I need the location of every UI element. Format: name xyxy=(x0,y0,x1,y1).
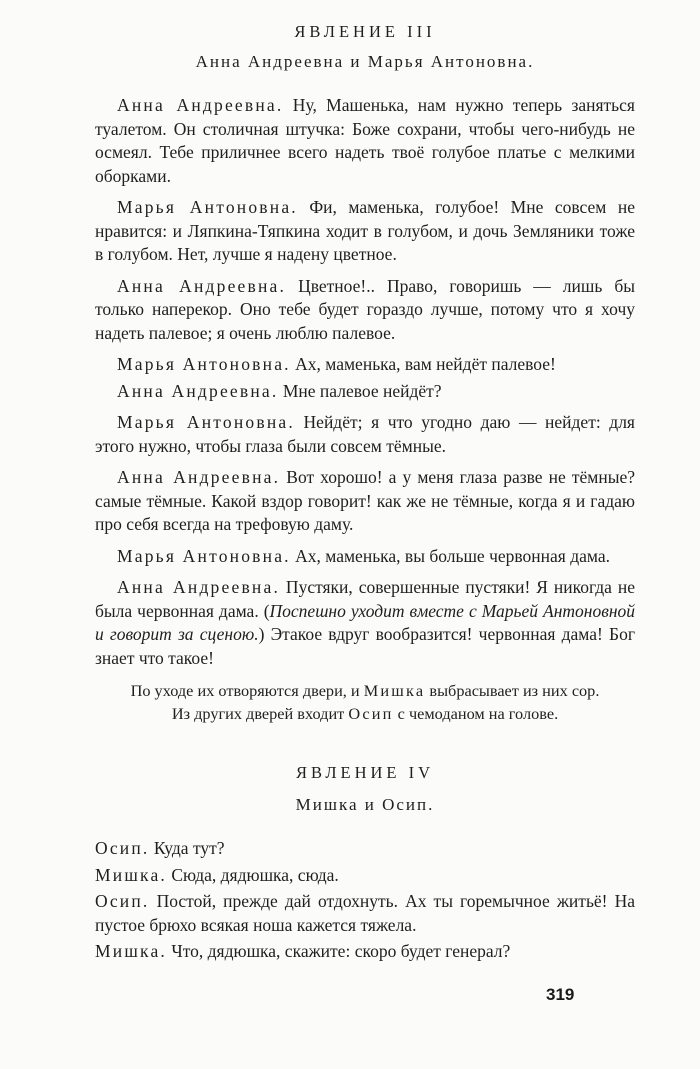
dialogue-line xyxy=(95,380,635,404)
character-name: Осип xyxy=(348,703,394,723)
stage-direction xyxy=(95,680,635,725)
dialogue-line xyxy=(95,196,635,267)
speaker-name: Осип. xyxy=(95,891,150,911)
speaker-name: Анна Андреевна. xyxy=(117,577,281,597)
dialogue-line xyxy=(95,353,635,377)
character-name: Мишка xyxy=(363,681,426,700)
line-text: Мне палевое нейдёт? xyxy=(278,380,442,401)
line-text: Ну, Машенька, нам нужно теперь заняться туалетом. Он столичная штучка: Боже сохрани, чтобы чего-нибудь не осмеял. Тебе приличнее всего надеть твоё голубое платье с мелкими оборками. xyxy=(95,95,635,186)
line-text: Ах, маменька, вам нейдёт палевое! xyxy=(290,354,556,374)
dialogue-line xyxy=(95,940,635,964)
speaker-name: Анна Андреевна. xyxy=(117,380,279,401)
line-text: Пустяки, совершенные пустяки! Я никогда не была червонная дама. ( xyxy=(95,577,635,621)
scene-3-personae: Анна Андреевна и Марья Антоновна. xyxy=(195,52,535,71)
line-text: Куда тут? xyxy=(149,838,225,858)
dialogue-line xyxy=(95,94,635,188)
stage-remark: Поспешно уходит вместе с Марьей Антоновной и говорит за сценою. xyxy=(95,600,635,644)
dialogue-line xyxy=(95,576,635,670)
speaker-name: Марья Антоновна. xyxy=(117,354,291,374)
scene-4-personae: Мишка и Осип. xyxy=(295,795,435,814)
speaker-name: Мишка. xyxy=(95,864,167,885)
line-text: ) Этакое вдруг вообразится! червонная дама! Бог знает что такое! xyxy=(95,624,635,668)
scene-3-heading: ЯВЛЕНИЕ III xyxy=(294,22,436,41)
speaker-name: Анна Андреевна. xyxy=(117,275,287,296)
speaker-name: Марья Антоновна. xyxy=(117,412,295,432)
speaker-name: Марья Антоновна. xyxy=(117,197,298,217)
scene-4-heading: ЯВЛЕНИЕ IV xyxy=(295,763,435,782)
line-text: Нейдёт; я что угодно даю — нейдет: для этого нужно, чтобы глаза были совсем тёмные. xyxy=(95,412,635,456)
stage-text: выбрасывает из них сор. xyxy=(425,681,600,700)
dialogue-line xyxy=(95,411,635,458)
line-text: Сюда, дядюшка, сюда. xyxy=(166,864,339,885)
line-text: Цветное!.. Право, говоришь — лишь бы только наперекор. Оно тебе будет гораздо лучше, потому что я хочу надеть палевое; я очень люблю палевое. xyxy=(95,275,635,343)
stage-text: Из других дверей входит xyxy=(171,703,349,723)
line-text: Вот хорошо! а у меня глаза разве не тёмные? самые тёмные. Какой вздор говорит! как же не тёмные, когда я и гадаю про себя всегда на трефовую даму. xyxy=(95,467,635,534)
dialogue-line xyxy=(95,275,635,346)
stage-text: с чемоданом на голове. xyxy=(393,703,559,723)
line-text: Что, дядюшка, скажите: скоро будет генерал? xyxy=(166,941,511,961)
stage-text: По уходе их отворяются двери, и xyxy=(130,681,364,700)
dialogue-line xyxy=(95,864,635,888)
dialogue-line xyxy=(95,837,635,861)
speaker-name: Анна Андреевна. xyxy=(117,95,284,115)
dialogue-line xyxy=(95,890,635,937)
line-text: Фи, маменька, голубое! Мне совсем не нравится: и Ляпкина-Тяпкина ходит в голубом, и дочь Земляники тоже в голубом. Нет, лучше я надену цветное. xyxy=(95,197,635,264)
page-content xyxy=(95,20,635,967)
speaker-name: Осип. xyxy=(95,838,150,858)
dialogue-line xyxy=(95,466,635,537)
page-number: 319 xyxy=(546,985,575,1004)
dialogue-line xyxy=(95,545,635,569)
speaker-name: Анна Андреевна. xyxy=(117,467,281,487)
line-text: Постой, прежде дай отдохнуть. Ах ты горемычное житьё! На пустое брюхо всякая ноша кажется тяжела. xyxy=(95,891,635,935)
speaker-name: Мишка. xyxy=(95,941,167,961)
line-text: Ах, маменька, вы больше червонная дама. xyxy=(290,545,610,566)
speaker-name: Марья Антоновна. xyxy=(117,545,291,566)
